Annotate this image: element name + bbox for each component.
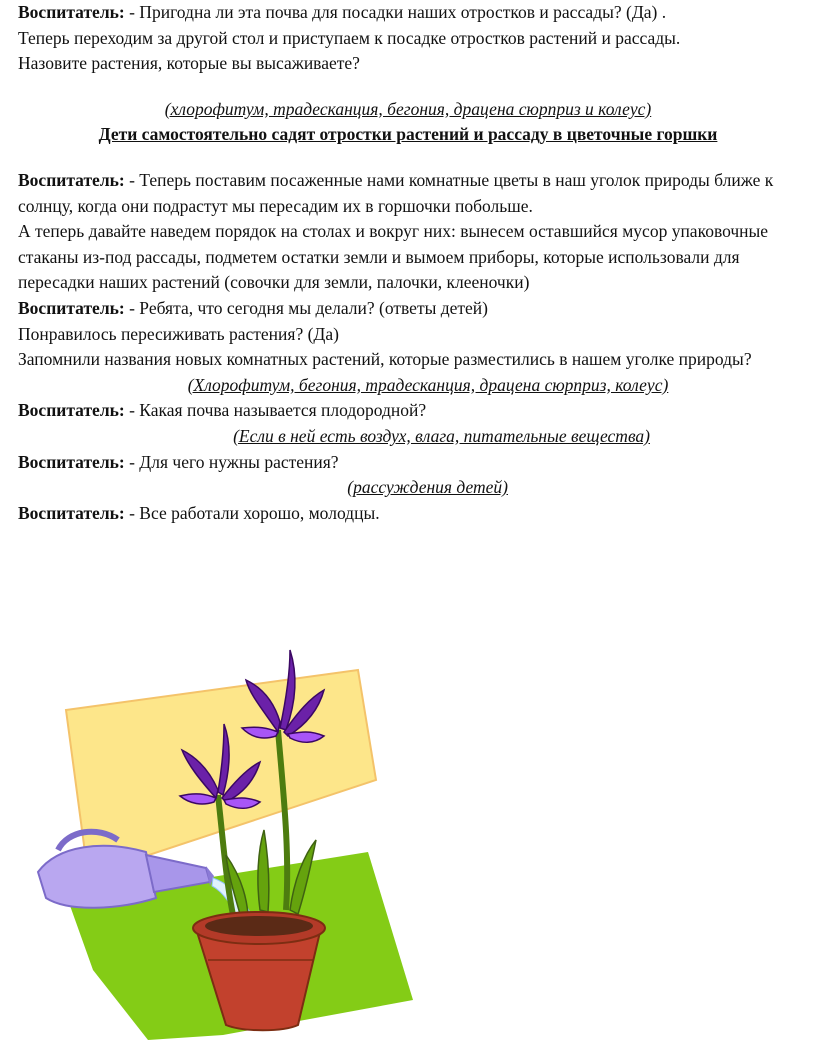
activity-heading: Дети самостоятельно садят отростки растений и рассаду в цветочные горшки: [98, 124, 718, 145]
paragraph-3: А теперь давайте наведем порядок на столах и вокруг них: вынесем оставшийся мусор упаковочные стаканы из-под рассады, подметем остатки земли и вымоем приборы, которые использовали для пересадки наших растений (совочки для земли, палочки, клееночки): [18, 221, 769, 293]
teacher-line: - Все работали хорошо, молодцы.: [124, 502, 380, 523]
speaker-label: Воспитатель:: [18, 451, 125, 472]
paragraph-7: [18, 501, 798, 527]
document-page: [18, 0, 798, 526]
teacher-line: - Для чего нужны растения?: [124, 451, 339, 472]
teacher-line: - Теперь поставим посаженные нами комнатные цветы в наш уголок природы ближе к солнцу, когда они подрастут мы пересадим их в горшочки побольше.: [18, 169, 774, 216]
answer-4: (рассуждения детей): [347, 477, 508, 498]
paragraph-2: [18, 168, 798, 219]
answer-1: (хлорофитум, традесканция, бегония, драцена сюрприз и колеус): [164, 98, 652, 119]
text-line: Теперь переходим за другой стол и приступаем к посадке отростков растений и рассады.: [18, 27, 681, 48]
text-line: Запомнили названия новых комнатных растений, которые разместились в нашем уголке природы?: [18, 349, 752, 370]
speaker-label: Воспитатель:: [18, 2, 125, 22]
speaker-label: Воспитатель:: [18, 297, 125, 318]
answer-3: (Если в ней есть воздух, влага, питательные вещества): [233, 425, 650, 446]
paragraph-6: [18, 450, 798, 476]
speaker-label: Воспитатель:: [18, 502, 125, 523]
answer-2: (Хлорофитум, бегония, традесканция, драцена сюрприз, колеус): [187, 374, 669, 395]
paragraph-5: [18, 398, 798, 424]
teacher-line: - Пригодна ли эта почва для посадки наших отростков и рассады? (Да) .: [124, 2, 667, 22]
speaker-label: Воспитатель:: [18, 400, 125, 421]
watering-plant-clipart: [28, 640, 428, 1050]
teacher-line: - Какая почва называется плодородной?: [124, 400, 427, 421]
text-line: Понравилось пересиживать растения? (Да): [18, 323, 339, 344]
teacher-line: - Ребята, что сегодня мы делали? (ответы детей): [124, 297, 489, 318]
text-line: Назовите растения, которые вы высаживаете?: [18, 53, 360, 74]
paragraph-4: [18, 296, 798, 373]
speaker-label: Воспитатель:: [18, 169, 125, 190]
paragraph-1: [18, 0, 798, 77]
